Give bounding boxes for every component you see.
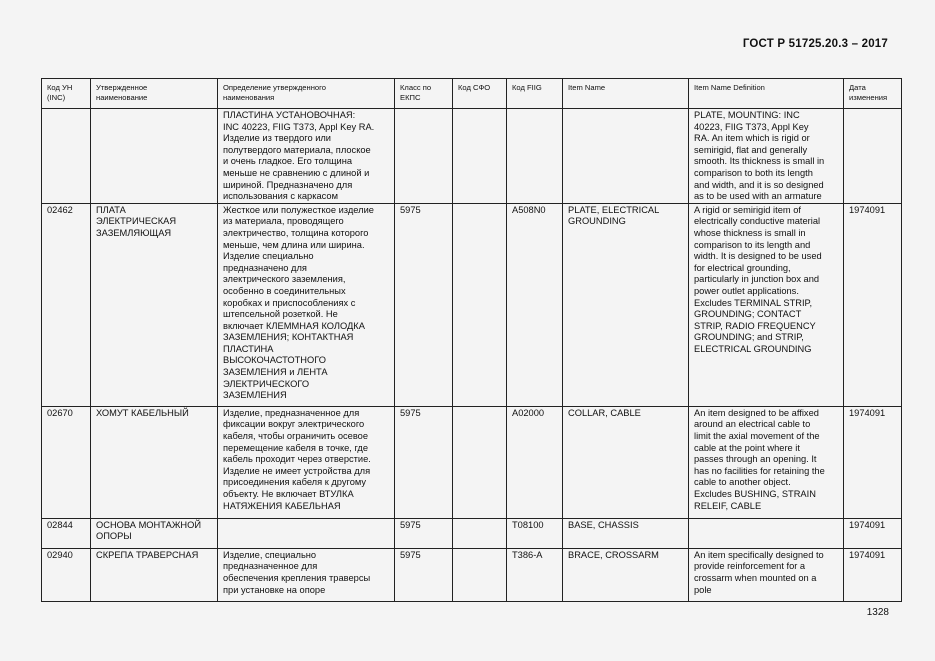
cell-definition xyxy=(218,518,395,548)
col-header-item-name: Item Name xyxy=(563,79,689,109)
cell-approved-name: ХОМУТ КАБЕЛЬНЫЙ xyxy=(91,406,218,518)
cell-approved-name xyxy=(91,109,218,204)
table-row xyxy=(42,203,902,406)
cell-approved-name: СКРЕПА ТРАВЕРСНАЯ xyxy=(91,548,218,601)
col-header-ekps-class: Класс по ЕКПС xyxy=(395,79,453,109)
cell-sfo-code xyxy=(453,203,507,406)
page-number: 1328 xyxy=(866,607,889,618)
col-header-definition: Определение утвержденного наименования xyxy=(218,79,395,109)
cell-item-definition: An item specifically designed to provide reinforcement for a crossarm when mounted on a pole xyxy=(689,548,844,601)
cell-ekps-class: 5975 xyxy=(395,548,453,601)
cell-ekps-class: 5975 xyxy=(395,203,453,406)
cell-definition: Изделие, специально предназначенное для обеспечения крепления траверсы при установке на опоре xyxy=(218,548,395,601)
table-row xyxy=(42,518,902,548)
col-header-item-definition: Item Name Definition xyxy=(689,79,844,109)
col-header-approved-name: Утвержденное наименование xyxy=(91,79,218,109)
cell-item-name: BASE, CHASSIS xyxy=(563,518,689,548)
cell-fiig-code: A02000 xyxy=(507,406,563,518)
cell-item-definition xyxy=(689,518,844,548)
cell-inc-code: 02670 xyxy=(42,406,91,518)
table-row xyxy=(42,548,902,601)
registry-table xyxy=(41,78,902,602)
cell-item-definition: An item designed to be affixed around an electrical cable to limit the axial movement of the cable at the point where it passes through an opening. It has no facilities for retaining the cable to another object. Excludes BUSHING, STRAIN RELEIF, CABLE xyxy=(689,406,844,518)
cell-fiig-code: T386-A xyxy=(507,548,563,601)
col-header-fiig-code: Код FIIG xyxy=(507,79,563,109)
cell-ekps-class xyxy=(395,109,453,204)
cell-approved-name: ПЛАТА ЭЛЕКТРИЧЕСКАЯ ЗАЗЕМЛЯЮЩАЯ xyxy=(91,203,218,406)
col-header-inc-code: Код УН (INC) xyxy=(42,79,91,109)
cell-change-date xyxy=(844,109,902,204)
cell-item-name xyxy=(563,109,689,204)
cell-approved-name: ОСНОВА МОНТАЖНОЙ ОПОРЫ xyxy=(91,518,218,548)
cell-ekps-class: 5975 xyxy=(395,406,453,518)
cell-sfo-code xyxy=(453,518,507,548)
cell-change-date: 1974091 xyxy=(844,406,902,518)
cell-fiig-code: T08100 xyxy=(507,518,563,548)
cell-inc-code: 02844 xyxy=(42,518,91,548)
cell-definition: ПЛАСТИНА УСТАНОВОЧНАЯ: INC 40223, FIIG T373, Appl Key RA. Изделие из твердого или полутвердого материала, плоское и очень гладкое. Его толщина меньше не сравнению с длиной и шириной. Предназначено для использования с каркасом xyxy=(218,109,395,204)
cell-change-date: 1974091 xyxy=(844,518,902,548)
table-header-row xyxy=(42,79,902,109)
cell-item-name: BRACE, CROSSARM xyxy=(563,548,689,601)
standard-header: ГОСТ Р 51725.20.3 – 2017 xyxy=(742,38,888,50)
cell-sfo-code xyxy=(453,548,507,601)
cell-item-name: COLLAR, CABLE xyxy=(563,406,689,518)
cell-item-name: PLATE, ELECTRICAL GROUNDING xyxy=(563,203,689,406)
col-header-change-date: Дата изменения xyxy=(844,79,902,109)
cell-fiig-code: A508N0 xyxy=(507,203,563,406)
cell-inc-code: 02940 xyxy=(42,548,91,601)
cell-sfo-code xyxy=(453,406,507,518)
cell-definition: Изделие, предназначенное для фиксации вокруг электрического кабеля, чтобы ограничить осевое перемещение кабеля в точке, где кабель проходит через отверстие. Изделие не имеет устройства для присоединения кабеля к другому объекту. Не включает ВТУЛКА НАТЯЖЕНИЯ КАБЕЛЬНАЯ xyxy=(218,406,395,518)
cell-change-date: 1974091 xyxy=(844,548,902,601)
cell-ekps-class: 5975 xyxy=(395,518,453,548)
cell-item-definition: PLATE, MOUNTING: INC 40223, FIIG T373, Appl Key RA. An item which is rigid or semirigid, flat and generally smooth. Its thickness is small in comparison to both its length and width, and it is so designed as to be used with an armature xyxy=(689,109,844,204)
cell-inc-code xyxy=(42,109,91,204)
table-row xyxy=(42,406,902,518)
cell-inc-code: 02462 xyxy=(42,203,91,406)
table-row xyxy=(42,109,902,204)
cell-fiig-code xyxy=(507,109,563,204)
col-header-sfo-code: Код СФО xyxy=(453,79,507,109)
cell-definition: Жесткое или полужесткое изделие из материала, проводящего электричество, толщина которого меньше, чем длина или ширина. Изделие специально предназначено для электрического заземления, особенно в соединительных коробках и приспособлениях с штепсельной розеткой. Не включает КЛЕММНАЯ КОЛОДКА ЗАЗЕМЛЕНИЯ; КОНТАКТНАЯ ПЛАСТИНА ВЫСОКОЧАСТОТНОГО ЗАЗЕМЛЕНИЯ и ЛЕНТА ЭЛЕКТРИЧЕСКОГО ЗАЗЕМЛЕНИЯ xyxy=(218,203,395,406)
cell-item-definition: A rigid or semirigid item of electrically conductive material whose thickness is small in comparison to its length and width. It is designed to be used for electrical grounding, particularly in junction box and power outlet applications. Excludes TERMINAL STRIP, GROUNDING; CONTACT STRIP, RADIO FREQUENCY GROUNDING; and STRIP, ELECTRICAL GROUNDING xyxy=(689,203,844,406)
cell-change-date: 1974091 xyxy=(844,203,902,406)
cell-sfo-code xyxy=(453,109,507,204)
